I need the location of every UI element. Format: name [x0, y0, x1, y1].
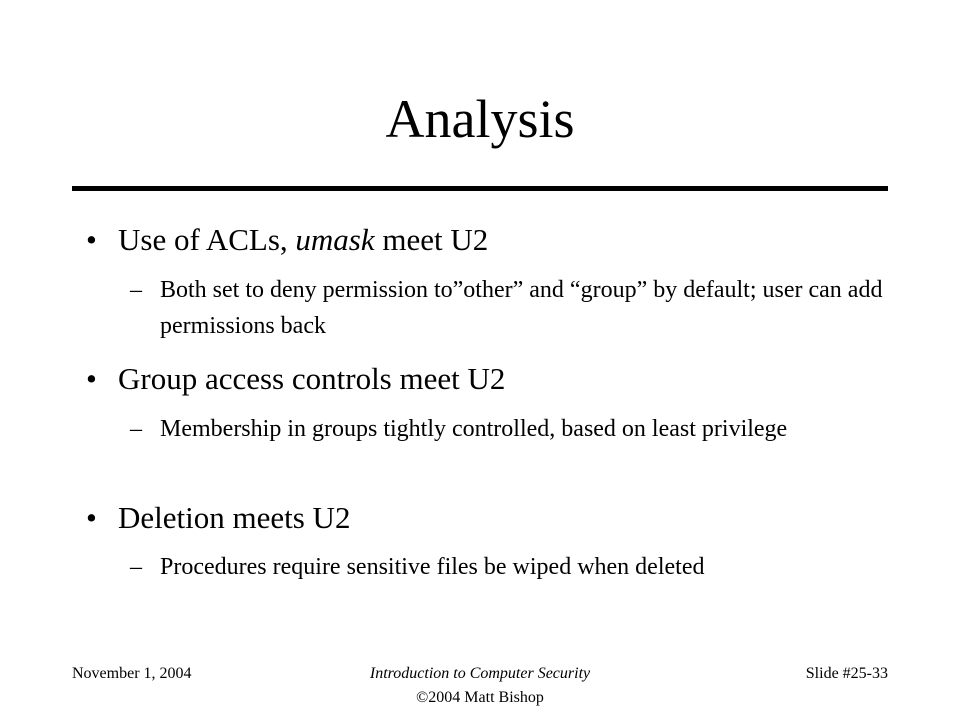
- bullet-text-end: meet U2: [374, 222, 489, 257]
- bullet-text: Group access controls meet U2: [118, 361, 506, 396]
- title-divider: [72, 186, 888, 191]
- slide-title: Analysis: [385, 89, 575, 149]
- dash-icon: –: [130, 277, 142, 303]
- sub-bullet-procedures: [130, 549, 890, 585]
- bullet-text: Deletion meets U2: [118, 500, 351, 535]
- sub-bullet-membership: [130, 411, 890, 447]
- bullet-icon: •: [86, 500, 97, 535]
- dash-icon: –: [130, 554, 142, 580]
- bullet-text: [118, 224, 488, 255]
- umask-term: umask: [295, 222, 375, 257]
- bullet-icon: •: [86, 361, 97, 396]
- bullet-text-start: Use of ACLs,: [118, 222, 296, 257]
- footer-copyright: ©2004 Matt Bishop: [416, 689, 544, 706]
- sub-bullet-deny-permission: [130, 272, 890, 344]
- dash-icon: –: [130, 416, 142, 442]
- sub-bullet-text: Both set to deny permission to”other” and “group” by default; user can add permissions back: [160, 277, 883, 339]
- footer-date: November 1, 2004: [72, 665, 192, 682]
- bullet-icon: •: [86, 222, 97, 257]
- footer-course-title: Introduction to Computer Security: [369, 665, 591, 682]
- sub-bullet-text: Membership in groups tightly controlled, based on least privilege: [160, 416, 788, 442]
- footer-slide-number: Slide #25-33: [805, 665, 888, 682]
- footer-course-info: [280, 662, 680, 710]
- sub-bullet-text: Procedures require sensitive files be wiped when deleted: [160, 554, 705, 580]
